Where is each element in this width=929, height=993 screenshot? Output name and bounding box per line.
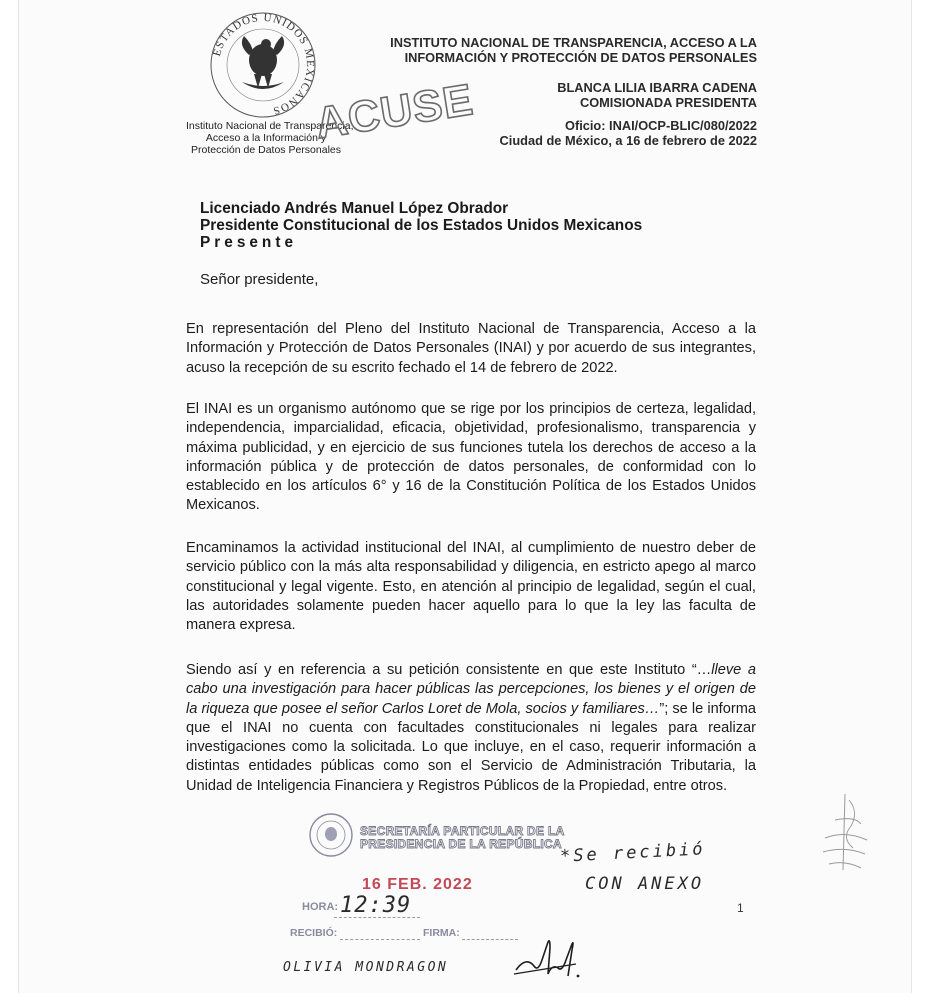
addressee-block [200,200,642,251]
receiver-name: OLIVIA MONDRAGON [283,960,449,975]
reception-stamp-heading: SECRETARÍA PARTICULAR DE LA PRESIDENCIA DE LA REPÚBLICA [360,824,565,851]
body-paragraph-3: Encaminamos la actividad institucional del INAI, al cumplimiento de nuestro deber de servicio público con la más alta responsabilidad y diligencia, en estricto apego al marco constitucional y legal vigente. Esto, en atención al principio de legalidad, según el cual, las autoridades solamente pueden hacer aquello para lo que la ley las faculta de manera expresa. [186,540,756,634]
institute-caption: Instituto Nacional de Transparencia, Acceso a la Información y Protección de Datos Personales [186,120,354,156]
hora-line [334,917,420,918]
place-date: Ciudad de México, a 16 de febrero de 2022 [499,133,757,148]
national-seal-icon [208,10,318,120]
handwritten-note-line2: CON ANEXO [585,874,705,894]
page-number: 1 [737,901,744,915]
body-paragraph-1: En representación del Pleno del Instituto Nacional de Transparencia, Acceso a la Información y Protección de Datos Personales (INAI) y por acuerdo de sus integrantes, acuso la recepción de su escrito fechado el 14 de febrero de 2022. [186,321,756,376]
acuse-stamp: ACUSE [312,75,477,149]
quoted-request: lleve a cabo una investigación para hacer públicas las percepciones, los bienes y el origen de la riqueza que posee el señor Carlos Loret de Mola, socios y familiares… [186,662,756,717]
handwritten-time: 12:39 [340,893,412,918]
firma-line [462,939,518,940]
issuing-organization: INSTITUTO NACIONAL DE TRANSPARENCIA, ACCESO A LA INFORMACIÓN Y PROTECCIÓN DE DATOS PERSONALES [390,35,757,65]
presidency-seal-icon [308,812,354,858]
salutation: Señor presidente, [200,271,319,288]
oficio-number: Oficio: INAI/OCP-BLIC/080/2022 [564,118,757,133]
recibio-line [340,939,420,940]
body-paragraph-4: Siendo así y en referencia a su petición consistente en que este Instituto “…lleve a cabo una investigación para hacer públicas las percepciones, los bienes y el origen de la riqueza que posee el señor Carlos Loret de Mola, socios y familiares…”; se le informa que el INAI no cuenta con facultades constitucionales ni legales para realizar investigaciones como la solicitada. Lo que incluye, en el caso, requerir información a distintas entidades públicas como son el Servicio de Administración Tributaria, la Unidad de Inteligencia Financiera y Registros Públicos de la Propiedad, entre otros. [186,662,756,794]
signatory-block: BLANCA LILIA IBARRA CADENA COMISIONADA PRESIDENTA [557,80,757,110]
addressee-position: Presidente Constitucional de los Estados Unidos Mexicanos [200,217,643,234]
handwritten-signature [512,936,582,982]
addressee-name: Licenciado Andrés Manuel López Obrador [200,200,509,217]
recibio-label: RECIBIÓ: [290,927,338,939]
firma-label: FIRMA: [423,927,460,939]
body-paragraph-2: El INAI es un organismo autónomo que se rige por los principios de certeza, legalidad, independencia, imparcialidad, eficacia, objetividad, profesionalismo, transparencia y máxima publicidad, y en ejercicio de sus funciones tutela los derechos de acceso a la información pública y de protección de datos personales, de conformidad con lo establecido en los artículos 6° y 16 de la Constitución Política de los Estados Unidos Mexicanos. [186,401,756,514]
svg-text:ESTADOS UNIDOS MEXICANOS: ESTADOS UNIDOS MEXICANOS [210,11,317,117]
presente-label: Presente [200,234,298,251]
reception-date: 16 FEB. 2022 [362,876,473,893]
margin-initials-scribble [815,790,875,880]
handwritten-note-line1: *Se recibió [559,839,707,867]
hora-label: HORA: [302,901,339,913]
document-reference [500,118,757,148]
